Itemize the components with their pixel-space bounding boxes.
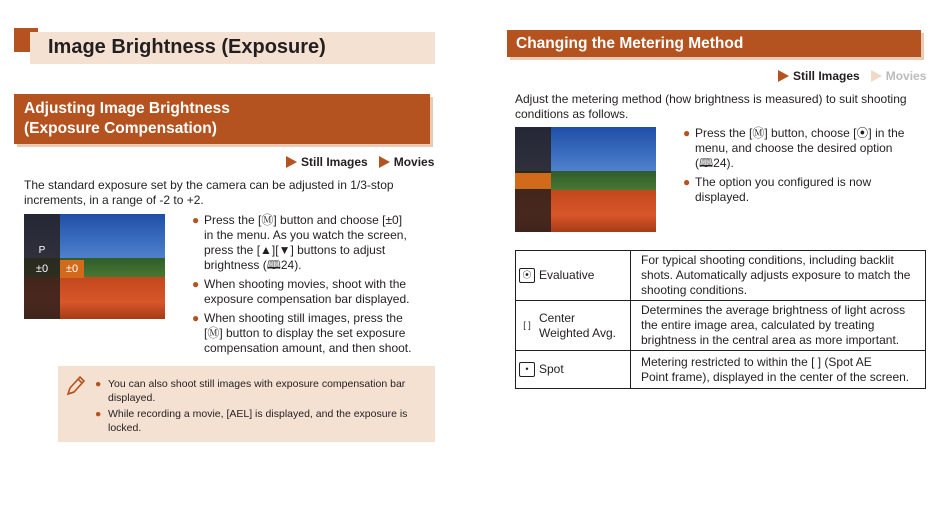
section-header-metering <box>507 30 921 57</box>
section-header-exposure <box>14 94 430 144</box>
spot-icon: • <box>519 362 535 377</box>
exposure-icon: ±0 <box>35 263 49 275</box>
table-row: • Spot Metering restricted to within the [ ] (Spot AE Point frame), displayed in the center of the screen. <box>516 351 926 389</box>
camera-screen-metering <box>515 127 656 232</box>
bullet-item: ● When shooting still images, press the [Ⓜ] button to display the set exposure compensation amount, and then shoot. <box>192 311 412 355</box>
selected-option <box>535 173 551 189</box>
mode-marker-icon <box>871 70 882 82</box>
table-row: ⦿ Evaluative For typical shooting conditions, including backlit shots. Automatically adjusts exposure to match the shooting conditions. <box>516 251 926 301</box>
section-title-line1: Adjusting Image Brightness <box>24 100 230 117</box>
bullet-item: ● Press the [Ⓜ] button, choose [⦿] in the menu, and choose the desired option (🕮24). <box>683 126 905 170</box>
table-row: [ ]Center Weighted Avg. Determines the average brightness of light across the entire image area, calculated by treating brightness in the central area as more important. <box>516 301 926 351</box>
pencil-icon <box>64 374 86 398</box>
mode-marker-icon <box>778 70 789 82</box>
bullets-left <box>192 213 432 356</box>
mode-movies: Movies <box>885 69 927 83</box>
camera-screen-exposure <box>24 214 165 319</box>
bullets-right <box>683 126 928 205</box>
mode-marker-icon <box>286 156 297 168</box>
page-title: Image Brightness (Exposure) <box>48 36 326 58</box>
bullet-item: ● The option you configured is now displayed. <box>683 175 872 204</box>
mode-marker-icon <box>379 156 390 168</box>
bullet-item: ● Press the [Ⓜ] button and choose [±0] in the menu. As you watch the screen, press the [▲][▼] buttons to adjust brightness (🕮24). <box>192 213 407 272</box>
mode-tags-right <box>778 69 926 83</box>
selected-option: ±0 <box>60 260 84 278</box>
mode-still-images: Still Images <box>793 69 860 83</box>
mode-still-images: Still Images <box>301 155 368 169</box>
note-item: ● You can also shoot still images with exposure compensation bar displayed. <box>95 378 406 404</box>
metering-table <box>515 250 926 389</box>
note-box <box>58 366 435 442</box>
bullet-item: ● When shooting movies, shoot with the exposure compensation bar displayed. <box>192 277 410 306</box>
mode-movies: Movies <box>393 155 435 169</box>
mode-tags-left <box>286 155 434 169</box>
note-item: ● While recording a movie, [AEL] is displayed, and the exposure is locked. <box>95 408 408 434</box>
intro-paragraph-right: Adjust the metering method (how brightness is measured) to suit shooting conditions as follows. <box>515 92 907 121</box>
section-title-line2: (Exposure Compensation) <box>24 120 217 137</box>
center-weighted-icon: [ ] <box>523 320 531 330</box>
intro-paragraph-left: The standard exposure set by the camera can be adjusted in 1/3-stop increments, in a range of -2 to +2. <box>24 178 394 207</box>
evaluative-icon: ⦿ <box>519 268 535 283</box>
section-title: Changing the Metering Method <box>516 35 744 52</box>
menu-strip: P ±0 <box>24 214 60 319</box>
metering-icon <box>515 173 535 189</box>
